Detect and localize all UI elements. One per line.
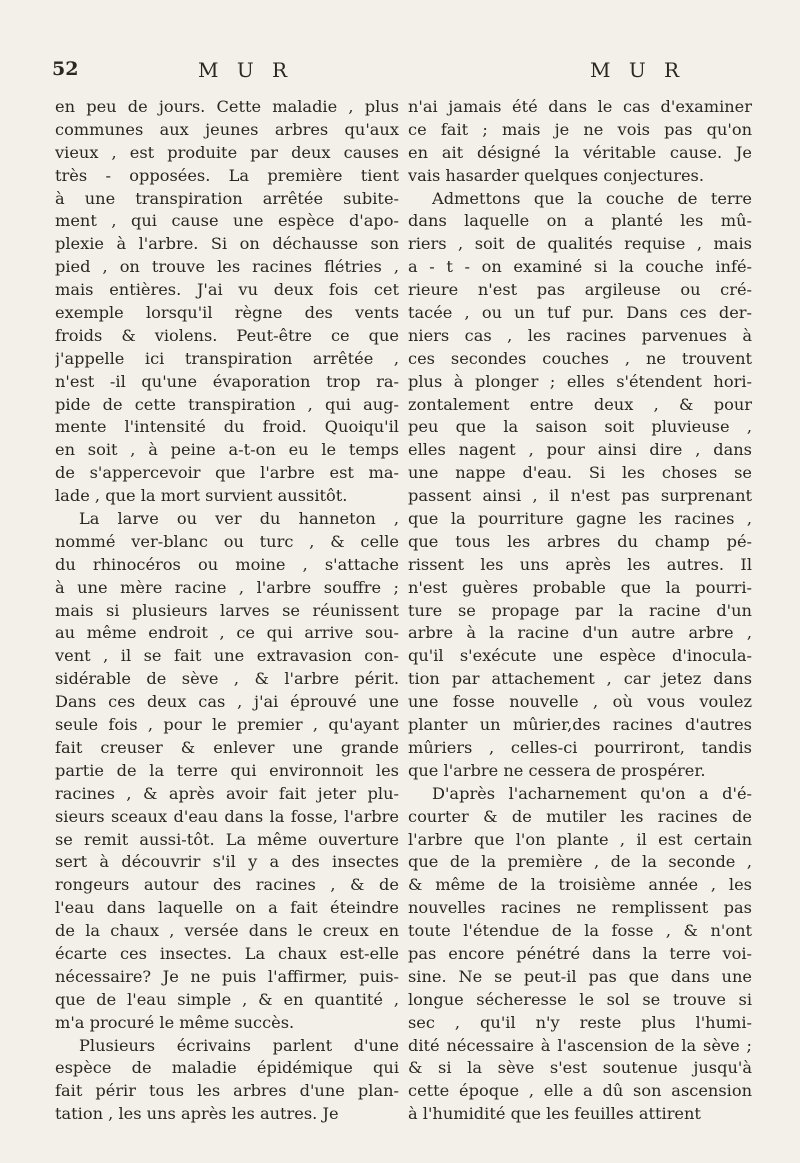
text-line: cette époque , elle a dû son ascension <box>408 1081 752 1101</box>
text-line: se remit aussi-tôt. La même ouverture <box>55 829 399 849</box>
text-line: tacée , ou un tuf pur. Dans ces der- <box>408 303 752 323</box>
text-line: nouvelles racines ne remplissent pas <box>408 898 752 918</box>
text-line: a - t - on examiné si la couche infé- <box>408 257 752 277</box>
running-head-left: M U R <box>198 58 294 82</box>
text-line: La larve ou ver du hanneton , <box>79 509 399 529</box>
text-line: fait périr tous les arbres d'une plan- <box>55 1081 399 1101</box>
text-line: froids & violens. Peut-être ce que <box>55 325 399 345</box>
running-head-right: M U R <box>590 58 686 82</box>
text-line: sidérable de sève , & l'arbre périt. <box>55 669 399 689</box>
text-line: sert à découvrir s'il y a des insectes <box>55 852 399 872</box>
text-line: sieurs sceaux d'eau dans la fosse, l'arbre <box>55 806 399 826</box>
text-line: en soit , à peine a-t-on eu le temps <box>55 440 399 460</box>
text-line: exemple lorsqu'il règne des vents <box>55 303 399 323</box>
text-line: toute l'étendue de la fosse , & n'ont <box>408 921 752 941</box>
text-line: que de la première , de la seconde , <box>408 852 752 872</box>
text-line: vais hasarder quelques conjectures. <box>408 165 704 185</box>
text-line: que l'arbre ne cessera de prospérer. <box>408 760 706 780</box>
text-line: & même de la troisième année , les <box>408 875 752 895</box>
text-line: ce fait ; mais je ne vois pas qu'on <box>408 119 752 139</box>
text-line: elles nagent , pour ainsi dire , dans <box>408 440 752 460</box>
text-line: à une transpiration arrêtée subite- <box>55 188 399 208</box>
text-line: au même endroit , ce qui arrive sou- <box>55 623 399 643</box>
text-line: mûriers , celles-ci pourriront, tandis <box>408 737 752 757</box>
page-number: 52 <box>52 58 79 80</box>
text-line: & si la sève s'est soutenue jusqu'à <box>408 1058 752 1078</box>
left-column <box>55 96 399 1126</box>
text-line: en ait désigné la véritable cause. Je <box>408 142 752 162</box>
text-line: sine. Ne se peut-il pas que dans une <box>408 966 752 986</box>
text-line: plus à plonger ; elles s'étendent hori- <box>408 371 752 391</box>
text-line: mais entières. J'ai vu deux fois cet <box>55 280 399 300</box>
text-line: une fosse nouvelle , où vous voulez <box>408 692 752 712</box>
text-line: une nappe d'eau. Si les choses se <box>408 463 752 483</box>
text-line: pied , on trouve les racines flétries , <box>55 257 399 277</box>
text-line: Admettons que la couche de terre <box>432 188 752 208</box>
text-line: plexie à l'arbre. Si on déchausse son <box>55 234 399 254</box>
text-line: communes aux jeunes arbres qu'aux <box>55 119 399 139</box>
text-line: Dans ces deux cas , j'ai éprouvé une <box>55 692 399 712</box>
text-line: niers cas , les racines parvenues à <box>408 325 752 345</box>
text-line: riers , soit de qualités requise , mais <box>408 234 752 254</box>
text-line: en peu de jours. Cette maladie , plus <box>55 97 399 116</box>
text-line: rieure n'est pas argileuse ou cré- <box>408 280 752 300</box>
text-line: racines , & après avoir fait jeter plu- <box>55 783 399 803</box>
text-line: l'eau dans laquelle on a fait éteindre <box>55 898 399 918</box>
text-line: longue sécheresse le sol se trouve si <box>408 989 752 1009</box>
text-line: planter un mûrier,des racines d'autres <box>408 715 752 735</box>
text-line: que la pourriture gagne les racines , <box>408 509 752 529</box>
text-line: Plusieurs écrivains parlent d'une <box>79 1035 399 1055</box>
text-line: n'ai jamais été dans le cas d'examiner <box>408 97 752 116</box>
text-line: pas encore pénétré dans la terre voi- <box>408 943 752 963</box>
text-line: vieux , est produite par deux causes <box>55 142 399 162</box>
text-line: très - opposées. La première tient <box>55 165 399 185</box>
text-line: courter & de mutiler les racines de <box>408 806 752 826</box>
text-line: de la chaux , versée dans le creux en <box>55 921 399 941</box>
text-line: mais si plusieurs larves se réunissent <box>55 600 399 620</box>
text-line: m'a procuré le même succès. <box>55 1012 295 1032</box>
text-line: ces secondes couches , ne trouvent <box>408 348 752 368</box>
text-line: l'arbre que l'on plante , il est certain <box>408 829 752 849</box>
text-line: sec , qu'il n'y reste plus l'humi- <box>408 1012 752 1032</box>
text-line: dité nécessaire à l'ascension de la sève ; <box>408 1035 752 1055</box>
text-line: fait creuser & enlever une grande <box>55 737 399 757</box>
text-line: tion par attachement , car jetez dans <box>408 669 752 689</box>
text-line: partie de la terre qui environnoit les <box>55 760 399 780</box>
text-line: qu'il s'exécute une espèce d'inocula- <box>408 646 752 666</box>
text-line: dans laquelle on a planté les mû- <box>408 211 752 231</box>
text-line: du rhinocéros ou moine , s'attache <box>55 554 399 574</box>
text-line: D'après l'acharnement qu'on a d'é- <box>432 783 752 803</box>
text-line: pide de cette transpiration , qui aug- <box>55 394 399 414</box>
text-line: mente l'intensité du froid. Quoiqu'il <box>55 417 399 437</box>
text-line: écarte ces insectes. La chaux est-elle <box>55 943 399 963</box>
right-column <box>408 96 752 1126</box>
text-line: arbre à la racine d'un autre arbre , <box>408 623 752 643</box>
text-line: n'est guères probable que la pourri- <box>408 577 752 597</box>
text-line: de s'appercevoir que l'arbre est ma- <box>55 463 399 483</box>
text-line: ment , qui cause une espèce d'apo- <box>55 211 399 231</box>
text-line: zontalement entre deux , & pour <box>408 394 752 414</box>
text-line: que tous les arbres du champ pé- <box>408 531 752 551</box>
text-line: nommé ver-blanc ou turc , & celle <box>55 531 399 551</box>
text-line: n'est -il qu'une évaporation trop ra- <box>55 371 399 391</box>
text-line: passent ainsi , il n'est pas surprenant <box>408 486 752 506</box>
page-header <box>0 58 800 88</box>
text-line: j'appelle ici transpiration arrêtée , <box>55 348 399 368</box>
text-line: espèce de maladie épidémique qui <box>55 1058 399 1078</box>
text-line: peu que la saison soit pluvieuse , <box>408 417 752 437</box>
text-line: seule fois , pour le premier , qu'ayant <box>55 715 399 735</box>
text-line: rongeurs autour des racines , & de <box>55 875 399 895</box>
text-line: lade , que la mort survient aussitôt. <box>55 486 348 506</box>
text-line: ture se propage par la racine d'un <box>408 600 752 620</box>
text-line: tation , les uns après les autres. Je <box>55 1104 339 1124</box>
text-line: vent , il se fait une extravasion con- <box>55 646 399 666</box>
text-line: nécessaire? Je ne puis l'affirmer, puis- <box>55 966 399 986</box>
text-line: que de l'eau simple , & en quantité , <box>55 989 399 1009</box>
text-line: à l'humidité que les feuilles attirent <box>408 1104 701 1124</box>
text-line: rissent les uns après les autres. Il <box>408 554 752 574</box>
text-line: à une mère racine , l'arbre souffre ; <box>55 577 399 597</box>
